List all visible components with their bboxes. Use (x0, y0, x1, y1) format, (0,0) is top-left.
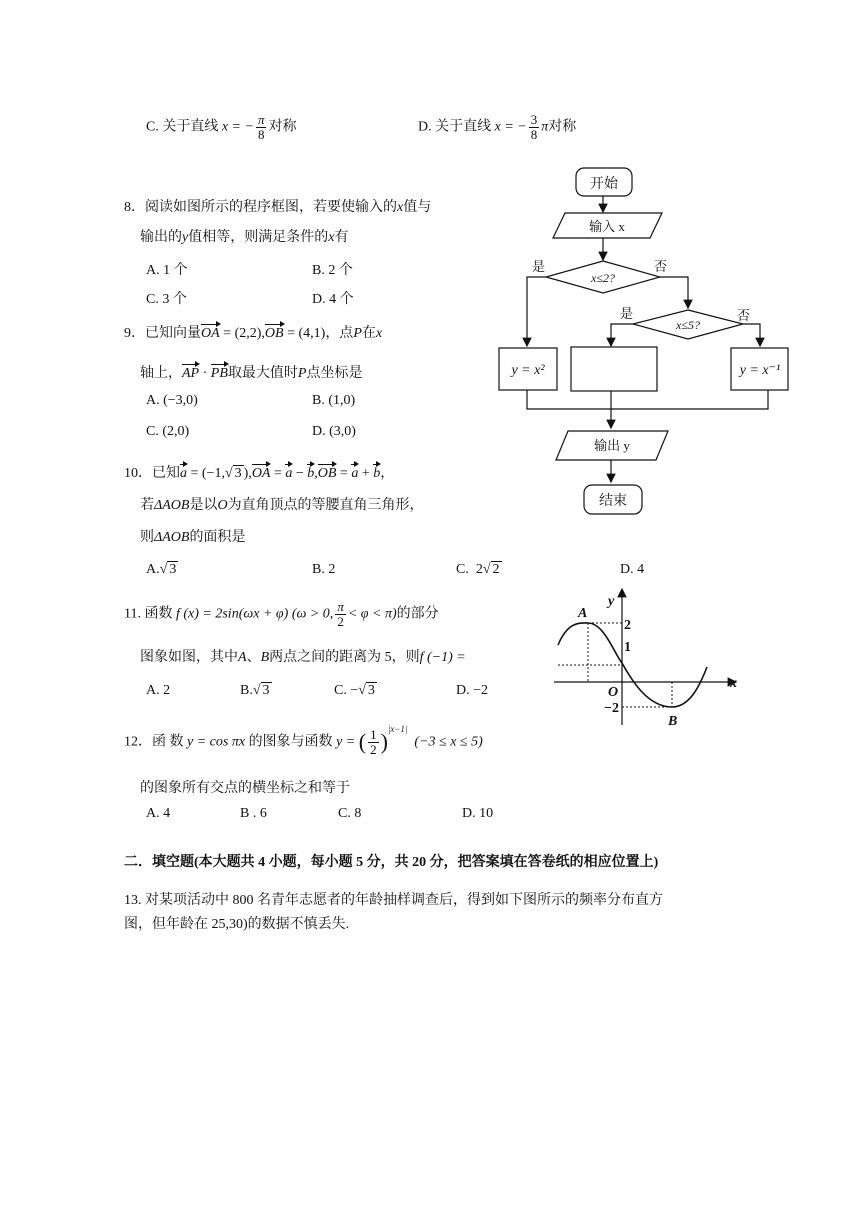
q11-option-c: C. −√ 3 (334, 683, 375, 698)
section-2-title: 二．填空题(本大题共 4 小题，每小题 5 分，共 20 分，把答案填在答卷纸的相应位置上) (124, 855, 659, 870)
flow-box-left-label: y = x² (511, 363, 545, 378)
q8-option-a: A. 1 个 (146, 263, 188, 278)
flow-cond2-label: x≤5? (676, 318, 700, 332)
q11-option-b: B.√ 3 (240, 683, 270, 698)
q12-option-d: D. 10 (462, 806, 494, 821)
q9-option-c: C. (2,0) (146, 424, 190, 439)
q7-option-d: D. 关于直线 x = − $\frac{3}{8}$ π对称 (418, 112, 577, 142)
q10-option-b: B. 2 (312, 562, 336, 577)
sine-graph (544, 585, 744, 735)
q8-option-c: C. 3 个 (146, 292, 187, 307)
flow-box-right-label: y = x⁻¹ (739, 363, 781, 378)
flow-end-label: 结束 (599, 494, 627, 509)
flow-no2-label: 否 (737, 308, 751, 323)
q11-option-d: D. −2 (456, 683, 489, 698)
graph-tick-1: 1 (624, 640, 631, 655)
q10-option-d: D. 4 (620, 562, 645, 577)
q11-option-a: A. 2 (146, 683, 171, 698)
graph-x-label: x (730, 676, 737, 691)
graph-tick-neg2: −2 (604, 701, 619, 716)
graph-point-a: A (578, 606, 588, 621)
q8-option-b: B. 2 个 (312, 263, 353, 278)
q11-stem-line1: 11. 函数 f (x) = 2sin(ωx + φ) (ω > 0, $\frac{\pi}{2}$ < φ < π)的部分 (124, 599, 439, 629)
flow-start-label: 开始 (590, 177, 618, 192)
q9-option-a: A. (−3,0) (146, 393, 198, 408)
flow-box-middle (571, 347, 657, 391)
q10-stem-line1: 10．已知a = (−1,√ 3 ),OA = a − b,OB = a + b， (124, 466, 395, 481)
flow-yes2-label: 是 (620, 306, 634, 321)
flowchart (490, 160, 790, 525)
q8-stem-line2: 输出的y值相等，则满足条件的x有 (140, 230, 349, 245)
flow-no1-label: 否 (654, 259, 668, 274)
q8-stem-line1: 8．阅读如图所示的程序框图，若要使输入的x值与 (124, 200, 432, 215)
q12-option-c: C. 8 (338, 806, 362, 821)
q10-stem-line2: 若ΔAOB是以O为直角顶点的等腰直角三角形， (140, 498, 424, 513)
q13-line2: 图，但年龄在 25,30)的数据不慎丢失. (124, 917, 350, 932)
q10-option-a: A.√ 3 (146, 562, 177, 577)
q9-stem-line1: 9．已知向量OA = (2,2),OB = (4,1)，点P在x (124, 326, 383, 341)
q9-stem-line2: 轴上，AP · PB取最大值时P点坐标是 (140, 366, 363, 381)
q12-stem-line1: 12．函 数 y = cos πx 的图象与函数 y = ( $\frac{1}{2}$ )$^{|x-1|}$ (−3 ≤ x ≤ 5) (124, 723, 483, 757)
q8-option-d: D. 4 个 (312, 292, 354, 307)
q7-option-c: C. 关于直线 x = − $\frac{\pi}{8}$ 对称 (146, 112, 297, 142)
q9-option-d: D. (3,0) (312, 424, 356, 439)
q11-stem-line2: 图象如图，其中A、B两点之间的距离为 5，则f (−1) = (140, 650, 466, 665)
graph-y-label: y (608, 594, 615, 609)
q12-option-a: A. 4 (146, 806, 171, 821)
q13-line1: 13. 对某项活动中 800 名青年志愿者的年龄抽样调查后，得到如下图所示的频率分布直方 (124, 893, 663, 908)
graph-point-b: B (668, 714, 678, 729)
flow-yes1-label: 是 (532, 259, 546, 274)
q10-stem-line3: 则ΔAOB的面积是 (140, 530, 246, 545)
sine-curve (558, 623, 707, 707)
graph-tick-2: 2 (624, 618, 631, 633)
q12-option-b: B . 6 (240, 806, 267, 821)
flow-cond1-label: x≤2? (591, 271, 615, 285)
q9-option-b: B. (1,0) (312, 393, 356, 408)
q12-stem-line2: 的图象所有交点的横坐标之和等于 (140, 781, 350, 796)
flow-output-label: 输出 y (594, 438, 630, 453)
flow-input-label: 输入 x (589, 219, 625, 234)
graph-origin-label: O (608, 685, 619, 700)
q10-option-c: C. 2√ 2 (456, 562, 500, 577)
